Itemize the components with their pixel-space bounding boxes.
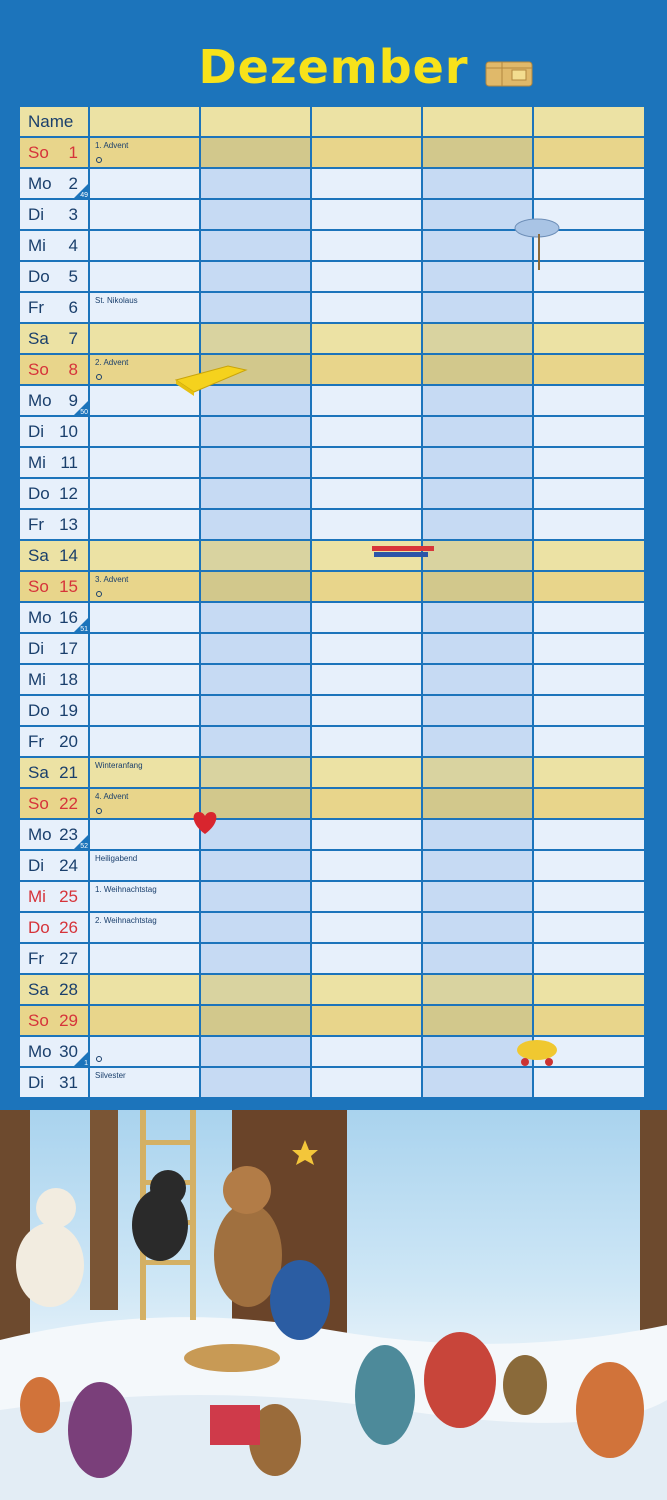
entry-cell[interactable] bbox=[201, 975, 312, 1004]
entry-cell[interactable] bbox=[90, 169, 201, 198]
entry-cell[interactable] bbox=[201, 851, 312, 880]
holiday-note: St. Nikolaus bbox=[95, 296, 138, 305]
weekday-label: Mo bbox=[28, 391, 52, 410]
entry-cell[interactable] bbox=[423, 448, 534, 477]
entry-cell[interactable] bbox=[90, 1006, 201, 1035]
weekday-label: Mi bbox=[28, 236, 46, 255]
entry-cell[interactable] bbox=[201, 231, 312, 260]
weekday-label: So bbox=[28, 577, 49, 596]
entry-cell[interactable] bbox=[201, 758, 312, 787]
entry-cell[interactable] bbox=[201, 541, 312, 570]
entry-cell[interactable] bbox=[201, 417, 312, 446]
day-number: 20 bbox=[59, 732, 78, 751]
day-number: 12 bbox=[59, 484, 78, 503]
day-label bbox=[20, 138, 90, 167]
entry-cell[interactable] bbox=[312, 138, 423, 167]
day-number: 16 bbox=[59, 608, 78, 627]
day-label bbox=[20, 1068, 90, 1097]
entry-cell[interactable] bbox=[90, 696, 201, 725]
forest-animals-illustration bbox=[0, 1110, 667, 1500]
day-number: 31 bbox=[59, 1073, 78, 1092]
entry-cell[interactable] bbox=[534, 479, 644, 508]
entry-cell[interactable] bbox=[90, 262, 201, 291]
entry-cell[interactable] bbox=[534, 820, 644, 849]
pencils-icon bbox=[370, 540, 440, 562]
entry-cell[interactable] bbox=[534, 851, 644, 880]
day-number: 17 bbox=[59, 639, 78, 658]
name-header: Name bbox=[20, 107, 90, 136]
holiday-note: 1. Weihnachtstag bbox=[95, 885, 157, 894]
moon-phase-icon bbox=[96, 374, 102, 380]
day-row bbox=[20, 167, 646, 198]
day-number: 1 bbox=[68, 143, 78, 162]
entry-cell[interactable] bbox=[423, 572, 534, 601]
entry-cell[interactable] bbox=[90, 138, 201, 167]
holiday-note: 1. Advent bbox=[95, 141, 129, 150]
entry-cell[interactable] bbox=[90, 293, 201, 322]
entry-cell[interactable] bbox=[312, 417, 423, 446]
entry-cell[interactable] bbox=[423, 789, 534, 818]
entry-cell[interactable] bbox=[90, 913, 201, 942]
day-label bbox=[20, 541, 90, 570]
toy-duck-icon bbox=[505, 1030, 565, 1070]
day-row bbox=[20, 849, 646, 880]
entry-cell[interactable] bbox=[534, 727, 644, 756]
week-number: 52 bbox=[80, 843, 88, 850]
entry-cell[interactable] bbox=[312, 572, 423, 601]
header-row bbox=[20, 107, 646, 136]
cannon-toy-icon bbox=[505, 212, 565, 272]
day-number: 21 bbox=[59, 763, 78, 782]
entry-cell[interactable] bbox=[312, 355, 423, 384]
entry-cell[interactable] bbox=[201, 1068, 312, 1097]
weekday-label: Sa bbox=[28, 546, 49, 565]
weekday-label: So bbox=[28, 143, 49, 162]
day-row bbox=[20, 601, 646, 632]
week-number: 1 bbox=[84, 1060, 88, 1067]
entry-cell[interactable] bbox=[423, 882, 534, 911]
entry-cell[interactable] bbox=[534, 138, 644, 167]
day-number: 28 bbox=[59, 980, 78, 999]
day-number: 23 bbox=[59, 825, 78, 844]
day-row bbox=[20, 570, 646, 601]
day-number: 29 bbox=[59, 1011, 78, 1030]
holiday-note: 3. Advent bbox=[95, 575, 129, 584]
entry-cell[interactable] bbox=[201, 603, 312, 632]
entry-cell[interactable] bbox=[534, 758, 644, 787]
day-number: 15 bbox=[59, 577, 78, 596]
weekday-label: Di bbox=[28, 1073, 45, 1092]
illustration-winter-forest bbox=[0, 1110, 667, 1500]
entry-cell[interactable] bbox=[90, 448, 201, 477]
entry-cell[interactable] bbox=[201, 138, 312, 167]
weekday-label: Di bbox=[28, 856, 45, 875]
entry-cell[interactable] bbox=[312, 1037, 423, 1066]
entry-cell[interactable] bbox=[90, 510, 201, 539]
entry-cell[interactable] bbox=[423, 355, 534, 384]
day-number: 26 bbox=[59, 918, 78, 937]
day-number: 18 bbox=[59, 670, 78, 689]
day-row bbox=[20, 756, 646, 787]
entry-cell[interactable] bbox=[312, 262, 423, 291]
day-label bbox=[20, 200, 90, 229]
entry-cell[interactable] bbox=[312, 324, 423, 353]
entry-cell[interactable] bbox=[201, 262, 312, 291]
day-row bbox=[20, 136, 646, 167]
holiday-note: Winteranfang bbox=[95, 761, 143, 770]
entry-cell[interactable] bbox=[90, 975, 201, 1004]
entry-cell[interactable] bbox=[423, 851, 534, 880]
entry-cell[interactable] bbox=[201, 882, 312, 911]
day-label bbox=[20, 758, 90, 787]
day-label bbox=[20, 386, 90, 415]
entry-cell[interactable] bbox=[201, 448, 312, 477]
entry-cell[interactable] bbox=[201, 634, 312, 663]
day-row bbox=[20, 694, 646, 725]
weekday-label: Mo bbox=[28, 608, 52, 627]
day-number: 14 bbox=[59, 546, 78, 565]
day-number: 6 bbox=[68, 298, 78, 317]
day-row bbox=[20, 508, 646, 539]
entry-cell[interactable] bbox=[90, 758, 201, 787]
holiday-note: Heiligabend bbox=[95, 854, 138, 863]
day-row bbox=[20, 880, 646, 911]
day-label bbox=[20, 169, 90, 198]
day-number: 27 bbox=[59, 949, 78, 968]
day-row bbox=[20, 384, 646, 415]
weekday-label: Di bbox=[28, 639, 45, 658]
day-label bbox=[20, 696, 90, 725]
day-label bbox=[20, 665, 90, 694]
day-label bbox=[20, 262, 90, 291]
parcel-icon bbox=[484, 56, 534, 90]
entry-cell[interactable] bbox=[201, 1006, 312, 1035]
day-row bbox=[20, 291, 646, 322]
entry-cell[interactable] bbox=[201, 665, 312, 694]
entry-cell[interactable] bbox=[312, 727, 423, 756]
day-label bbox=[20, 851, 90, 880]
day-number: 25 bbox=[59, 887, 78, 906]
entry-cell[interactable] bbox=[534, 417, 644, 446]
entry-cell[interactable] bbox=[90, 324, 201, 353]
entry-cell[interactable] bbox=[534, 448, 644, 477]
day-row bbox=[20, 446, 646, 477]
entry-cell[interactable] bbox=[90, 944, 201, 973]
entry-cell[interactable] bbox=[534, 882, 644, 911]
entry-cell[interactable] bbox=[423, 1068, 534, 1097]
entry-cell[interactable] bbox=[423, 169, 534, 198]
day-label bbox=[20, 1006, 90, 1035]
day-number: 4 bbox=[68, 236, 78, 255]
day-number: 3 bbox=[68, 205, 78, 224]
heart-icon bbox=[189, 808, 221, 836]
weekday-label: Do bbox=[28, 701, 50, 720]
name-column[interactable] bbox=[423, 107, 534, 136]
entry-cell[interactable] bbox=[534, 572, 644, 601]
week-number: 49 bbox=[80, 192, 88, 199]
entry-cell[interactable] bbox=[534, 1068, 644, 1097]
weekday-label: Sa bbox=[28, 763, 49, 782]
weekday-label: Do bbox=[28, 267, 50, 286]
day-label bbox=[20, 789, 90, 818]
entry-cell[interactable] bbox=[312, 1068, 423, 1097]
day-label bbox=[20, 231, 90, 260]
day-number: 2 bbox=[68, 174, 78, 193]
entry-cell[interactable] bbox=[423, 727, 534, 756]
entry-cell[interactable] bbox=[312, 944, 423, 973]
moon-phase-icon bbox=[96, 1056, 102, 1062]
weekday-label: Do bbox=[28, 484, 50, 503]
entry-cell[interactable] bbox=[312, 634, 423, 663]
entry-cell[interactable] bbox=[423, 386, 534, 415]
entry-cell[interactable] bbox=[201, 696, 312, 725]
day-label bbox=[20, 1037, 90, 1066]
entry-cell[interactable] bbox=[312, 603, 423, 632]
entry-cell[interactable] bbox=[312, 386, 423, 415]
weekday-label: Mo bbox=[28, 174, 52, 193]
day-label bbox=[20, 727, 90, 756]
entry-cell[interactable] bbox=[201, 479, 312, 508]
day-row bbox=[20, 1066, 646, 1097]
weekday-label: Fr bbox=[28, 732, 45, 751]
entry-cell[interactable] bbox=[201, 944, 312, 973]
day-number: 7 bbox=[68, 329, 78, 348]
entry-cell[interactable] bbox=[312, 1006, 423, 1035]
weekday-label: Di bbox=[28, 422, 45, 441]
entry-cell[interactable] bbox=[90, 1037, 201, 1066]
entry-cell[interactable] bbox=[312, 200, 423, 229]
entry-cell[interactable] bbox=[90, 572, 201, 601]
day-row bbox=[20, 725, 646, 756]
day-label bbox=[20, 882, 90, 911]
entry-cell[interactable] bbox=[90, 479, 201, 508]
entry-cell[interactable] bbox=[312, 231, 423, 260]
day-row bbox=[20, 663, 646, 694]
holiday-note: Silvester bbox=[95, 1071, 126, 1080]
entry-cell[interactable] bbox=[90, 603, 201, 632]
entry-cell[interactable] bbox=[423, 293, 534, 322]
day-label bbox=[20, 355, 90, 384]
entry-cell[interactable] bbox=[312, 696, 423, 725]
entry-cell[interactable] bbox=[201, 293, 312, 322]
entry-cell[interactable] bbox=[312, 851, 423, 880]
day-row bbox=[20, 973, 646, 1004]
name-column[interactable] bbox=[90, 107, 201, 136]
entry-cell[interactable] bbox=[201, 572, 312, 601]
entry-cell[interactable] bbox=[90, 665, 201, 694]
weekday-label: Mo bbox=[28, 825, 52, 844]
entry-cell[interactable] bbox=[423, 634, 534, 663]
day-label bbox=[20, 944, 90, 973]
entry-cell[interactable] bbox=[423, 138, 534, 167]
entry-cell[interactable] bbox=[423, 417, 534, 446]
day-number: 10 bbox=[59, 422, 78, 441]
day-row bbox=[20, 818, 646, 849]
entry-cell[interactable] bbox=[534, 510, 644, 539]
week-number: 50 bbox=[80, 409, 88, 416]
entry-cell[interactable] bbox=[201, 169, 312, 198]
entry-cell[interactable] bbox=[534, 696, 644, 725]
day-label bbox=[20, 324, 90, 353]
entry-cell[interactable] bbox=[534, 386, 644, 415]
moon-phase-icon bbox=[96, 157, 102, 163]
entry-cell[interactable] bbox=[312, 169, 423, 198]
entry-cell[interactable] bbox=[534, 169, 644, 198]
entry-cell[interactable] bbox=[534, 634, 644, 663]
day-label bbox=[20, 634, 90, 663]
entry-cell[interactable] bbox=[312, 975, 423, 1004]
entry-cell[interactable] bbox=[534, 293, 644, 322]
day-number: 30 bbox=[59, 1042, 78, 1061]
entry-cell[interactable] bbox=[90, 789, 201, 818]
day-row bbox=[20, 477, 646, 508]
day-number: 11 bbox=[60, 453, 78, 472]
entry-cell[interactable] bbox=[534, 944, 644, 973]
weekday-label: Di bbox=[28, 205, 45, 224]
entry-cell[interactable] bbox=[312, 882, 423, 911]
month-title: Dezember bbox=[198, 40, 469, 94]
entry-cell[interactable] bbox=[423, 665, 534, 694]
day-label bbox=[20, 510, 90, 539]
holiday-note: 2. Advent bbox=[95, 358, 129, 367]
weekday-label: Fr bbox=[28, 949, 45, 968]
entry-cell[interactable] bbox=[534, 975, 644, 1004]
day-label bbox=[20, 975, 90, 1004]
day-number: 9 bbox=[68, 391, 78, 410]
entry-cell[interactable] bbox=[201, 324, 312, 353]
day-row bbox=[20, 322, 646, 353]
entry-cell[interactable] bbox=[534, 603, 644, 632]
weekday-label: Fr bbox=[28, 298, 45, 317]
holiday-note: 4. Advent bbox=[95, 792, 129, 801]
entry-cell[interactable] bbox=[90, 417, 201, 446]
moon-phase-icon bbox=[96, 808, 102, 814]
entry-cell[interactable] bbox=[534, 665, 644, 694]
day-label bbox=[20, 479, 90, 508]
entry-cell[interactable] bbox=[201, 913, 312, 942]
entry-cell[interactable] bbox=[90, 727, 201, 756]
entry-cell[interactable] bbox=[423, 479, 534, 508]
day-number: 22 bbox=[59, 794, 78, 813]
weekday-label: Do bbox=[28, 918, 50, 937]
day-label bbox=[20, 293, 90, 322]
entry-cell[interactable] bbox=[423, 510, 534, 539]
entry-cell[interactable] bbox=[312, 913, 423, 942]
entry-cell[interactable] bbox=[90, 200, 201, 229]
entry-cell[interactable] bbox=[423, 944, 534, 973]
entry-cell[interactable] bbox=[90, 541, 201, 570]
entry-cell[interactable] bbox=[312, 665, 423, 694]
entry-cell[interactable] bbox=[90, 231, 201, 260]
day-row bbox=[20, 911, 646, 942]
day-row bbox=[20, 942, 646, 973]
weekday-label: Sa bbox=[28, 980, 49, 999]
entry-cell[interactable] bbox=[312, 479, 423, 508]
entry-cell[interactable] bbox=[312, 758, 423, 787]
entry-cell[interactable] bbox=[534, 324, 644, 353]
weekday-label: So bbox=[28, 1011, 49, 1030]
entry-cell[interactable] bbox=[90, 820, 201, 849]
day-row bbox=[20, 539, 646, 570]
entry-cell[interactable] bbox=[423, 603, 534, 632]
day-number: 5 bbox=[68, 267, 78, 286]
entry-cell[interactable] bbox=[534, 355, 644, 384]
weekday-label: Mo bbox=[28, 1042, 52, 1061]
entry-cell[interactable] bbox=[312, 448, 423, 477]
weekday-label: So bbox=[28, 794, 49, 813]
day-number: 8 bbox=[68, 360, 78, 379]
entry-cell[interactable] bbox=[534, 913, 644, 942]
entry-cell[interactable] bbox=[90, 882, 201, 911]
entry-cell[interactable] bbox=[90, 851, 201, 880]
weekday-label: Mi bbox=[28, 887, 46, 906]
day-label bbox=[20, 820, 90, 849]
day-label bbox=[20, 572, 90, 601]
day-label bbox=[20, 603, 90, 632]
entry-cell[interactable] bbox=[90, 1068, 201, 1097]
entry-cell[interactable] bbox=[534, 541, 644, 570]
entry-cell[interactable] bbox=[423, 758, 534, 787]
weekday-label: Fr bbox=[28, 515, 45, 534]
day-number: 19 bbox=[59, 701, 78, 720]
entry-cell[interactable] bbox=[201, 727, 312, 756]
entry-cell[interactable] bbox=[423, 324, 534, 353]
entry-cell[interactable] bbox=[90, 634, 201, 663]
entry-cell[interactable] bbox=[423, 913, 534, 942]
day-row bbox=[20, 787, 646, 818]
day-number: 24 bbox=[59, 856, 78, 875]
day-label bbox=[20, 417, 90, 446]
day-row bbox=[20, 353, 646, 384]
moon-phase-icon bbox=[96, 591, 102, 597]
entry-cell[interactable] bbox=[312, 820, 423, 849]
name-column[interactable] bbox=[534, 107, 644, 136]
entry-cell[interactable] bbox=[312, 510, 423, 539]
entry-cell[interactable] bbox=[312, 789, 423, 818]
day-number: 13 bbox=[59, 515, 78, 534]
weekday-label: So bbox=[28, 360, 49, 379]
notebook-sticker-icon bbox=[168, 362, 248, 398]
weekday-label: Sa bbox=[28, 329, 49, 348]
name-column[interactable] bbox=[312, 107, 423, 136]
entry-cell[interactable] bbox=[423, 696, 534, 725]
entry-cell[interactable] bbox=[423, 820, 534, 849]
day-row bbox=[20, 632, 646, 663]
entry-cell[interactable] bbox=[201, 1037, 312, 1066]
name-column[interactable] bbox=[201, 107, 312, 136]
entry-cell[interactable] bbox=[534, 789, 644, 818]
entry-cell[interactable] bbox=[201, 510, 312, 539]
holiday-note: 2. Weihnachtstag bbox=[95, 916, 157, 925]
day-row bbox=[20, 415, 646, 446]
day-label bbox=[20, 913, 90, 942]
week-number: 51 bbox=[80, 626, 88, 633]
entry-cell[interactable] bbox=[201, 200, 312, 229]
weekday-label: Mi bbox=[28, 670, 46, 689]
entry-cell[interactable] bbox=[423, 975, 534, 1004]
entry-cell[interactable] bbox=[312, 293, 423, 322]
day-label bbox=[20, 448, 90, 477]
weekday-label: Mi bbox=[28, 453, 46, 472]
